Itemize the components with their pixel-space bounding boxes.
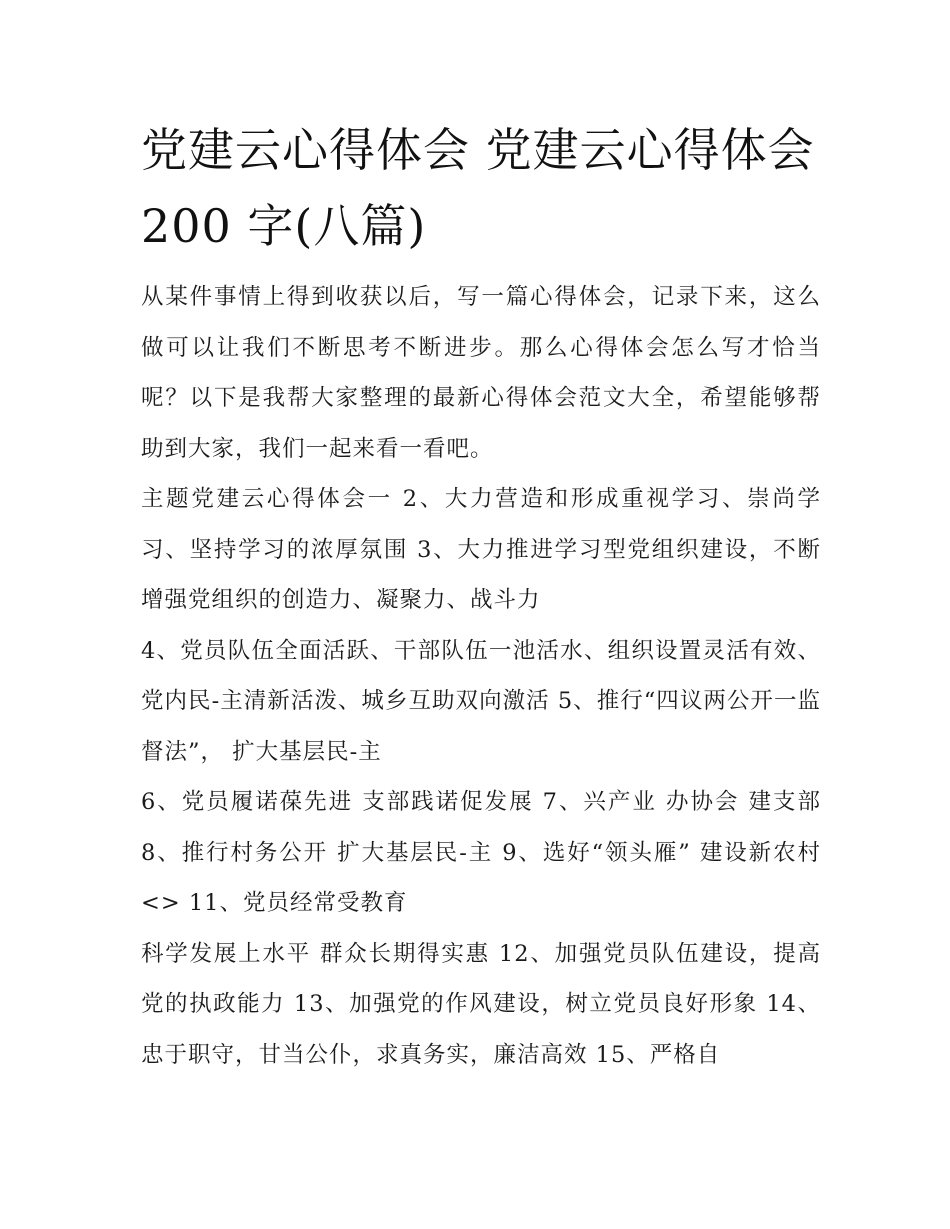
paragraph-section-12: 科学发展上水平 群众长期得实惠 12、加强党员队伍建设，提高党的执政能力 13、加强党的作风建设，树立党员良好形象 14、忠于职守，甘当公仆，求真务实，廉洁高效 15、严格自 xyxy=(141,940,821,1068)
paragraph-section-4: 4、党员队伍全面活跃、干部队伍一池活水、组织设置灵活有效、党内民-主清新活泼、城乡互助双向激活 5、推行“四议两公开一监督法”， 扩大基层民-主 xyxy=(141,637,821,765)
document-body xyxy=(141,112,821,1080)
paragraph-section-1: 主题党建云心得体会一 2、大力营造和形成重视学习、崇尚学习、坚持学习的浓厚氛围 3、大力推进学习型党组织建设，不断增强党组织的创造力、凝聚力、战斗力 xyxy=(141,486,821,613)
paragraph-intro: 从某件事情上得到收获以后，写一篇心得体会，记录下来，这么做可以让我们不断思考不断进步。那么心得体会怎么写才恰当呢？以下是我帮大家整理的最新心得体会范文大全，希望能够帮助到大家，我们一起来看一看吧。 xyxy=(141,284,821,462)
document-title: 党建云心得体会 党建云心得体会 200 字(八篇) xyxy=(141,123,815,253)
paragraph-section-6: 6、党员履诺葆先进 支部践诺促发展 7、兴产业 办协会 建支部 8、推行村务公开 扩大基层民-主 9、选好“领头雁” 建设新农村 <> 11、党员经常受教育 xyxy=(141,789,821,916)
